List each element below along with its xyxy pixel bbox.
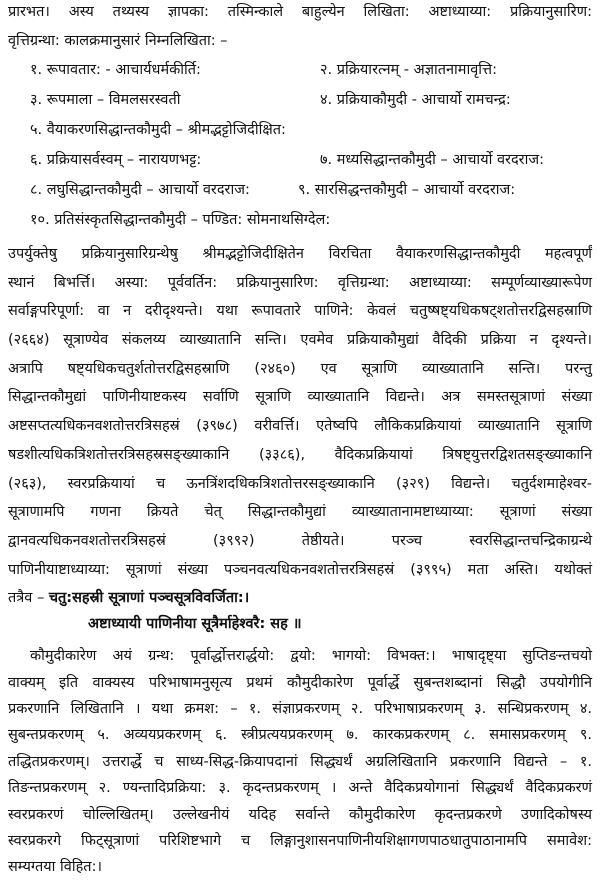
work-list [8, 58, 592, 232]
list-row [8, 58, 592, 82]
paragraph-line: प्रकरणानि लिखितानि । यथा क्रमश: – १. संज्ञाप्रकरणम् २. परिभाषाप्रकरणम् ३. सन्धिप्रकरणम् ४. [8, 701, 592, 718]
paragraph-line: स्थानं बिभर्त्ति। अस्या: पूर्ववर्तिन: प्रक्रियानुसारिण: वृत्तिग्रन्था: अष्टाध्याय्या: सम्पूर्णव्याख्यारूपेण [8, 274, 592, 291]
paragraph-line: तद्धितप्रकरणम्। उत्तरार्द्धे च साध्य-सिद्ध-क्रियापदानां सिद्ध्यर्थं अग्रलिखितानि प्रकरणानि विद्यन्ते – १. [8, 753, 592, 770]
paragraph-2 [8, 242, 592, 582]
paragraph-line: सर्वाङ्गपरिपूर्णा: वा न दरीदृश्यन्ते। यथा रूपावतारे पाणिने: केवलं चतुष्षष्ट्यधिकषट्शतोत्तरद्विसहस्राणि [8, 303, 592, 320]
list-row [8, 118, 592, 142]
list-item: ८. लघुसिद्धान्तकौमुदी – आचार्यो वरदराज: [30, 182, 250, 198]
paragraph-line: उपर्युक्तेषु प्रक्रियानुसारिग्रन्थेषु श्रीमद्भट्टोजिदीक्षितेन विरचिता वैयाकरणसिद्धान्तकौमुदी महत्वपूर्णं [8, 246, 592, 262]
paragraph-line: स्वरप्रकरणं चोल्लिखितम्। उल्लेखनीयं यदिह सर्वान्ते कौमुदीकारेण कृदन्तप्रकरणे उणादिकोषस्य [8, 806, 592, 823]
list-item: ४. प्रक्रियाकौमुदी - आचार्यो रामचन्द्र: [320, 92, 511, 108]
paragraph-line: सम्यग्तया विहित:। [8, 859, 102, 876]
paragraph-3 [8, 644, 592, 879]
list-row [8, 88, 592, 112]
paragraph-line: अष्टसप्तत्यधिकनवशतोत्तरत्रिसहस्रं (३९७८) वरीवर्त्ति। एतेष्वपि लौकिकप्रक्रियायां व्याख्यातानि सूत्राणि [8, 418, 592, 435]
paragraph-line: (२६३), स्वरप्रक्रियायां च ऊनत्रिंशदधिकत्रिशतोत्तरसङ्ख्याकानि (३२९) विद्यन्ते। चतुर्दशमाहेश्वर- [8, 475, 592, 492]
paragraph-line: सूत्राणामपि गणना क्रियते चेत् सिद्धान्तकौमुद्यां व्याख्यातानामष्टाध्याय्या: सूत्राणां संख्या [8, 504, 592, 521]
paragraph-line: सिद्धान्तकौमुद्यां पाणिनीयाष्टकस्य सर्वाणि सूत्राणि व्याख्यातानि विद्यन्ते। अत्र समस्तसूत्राणां संख्या [8, 389, 592, 406]
list-item: २. प्रक्रियारत्नम् - अज्ञातनामावृत्ति: [320, 62, 497, 78]
quote-block [8, 586, 592, 636]
quote-line-1 [8, 586, 592, 610]
list-row [8, 148, 592, 172]
quote-lead: तत्रैव – [8, 590, 45, 607]
paragraph-line: कौमुदीकारेण अयं ग्रन्थ: पूर्वार्द्धोत्तरार्द्धयो: द्वयो: भागयो: विभक्त:। भाषादृष्ट्या सुप्तिङन्तचयो [30, 648, 592, 665]
intro-line: वृत्तिग्रन्था: कालक्रमानुसारं निम्नलिखिता: – [8, 33, 228, 49]
paragraph-line: द्वानवत्यधिकनवशतोत्तरत्रिसहस्रं (३९९२) तेष्ठीयते। परञ्च स्वरसिद्धान्तचन्द्रिकाग्रन्थे [8, 532, 592, 549]
quote-line-2: अष्टाध्यायी पाणिनीया सूत्रैर्माहेश्वरै: सह ॥ [88, 616, 302, 633]
list-row [8, 208, 592, 232]
paragraph-line: वाक्यम् इति वाक्यस्य परिभाषामनुसृत्य प्रथमं कौमुदीकारेण पूर्वार्द्धे सुबन्तशब्दानां सिद्धौ उपयोगीनि [8, 674, 592, 691]
list-item: १. रूपावतार: - आचार्यधर्मकीर्ति: [30, 62, 201, 78]
paragraph-line: अत्रापि षष्ट्यधिकचतुर्शतोत्तरद्विसहस्राणि (२४६०) एव सूत्राणि व्याख्यातानि सन्ति। परन्तु [8, 360, 592, 377]
list-item: १०. प्रतिसंस्कृतसिद्धान्तकौमुदी – पण्डित: सोमनाथसिग्देल: [30, 212, 331, 228]
paragraph-line: (२६६४) सूत्राण्येव संकलय्य व्याख्यातानि सन्ति। एवमेव प्रक्रियाकौमुद्यां वैदिकी प्रक्रिया न दृश्यन्ते। [8, 332, 592, 349]
paragraph-line: सुबन्तप्रकरणम् ५. अव्ययप्रकरणम् ६. स्त्रीप्रत्ययप्रकरणम् ७. कारकप्रकरणम् ८. समासप्रकरणम् ९. [8, 727, 592, 744]
paragraph-line: पाणिनीयाष्टाध्याय्या: सूत्राणां संख्या पञ्चनवत्यधिकनवशतोत्तरत्रिसहस्रं (३९९५) मता अस्ति। यथोक्तं [8, 561, 592, 578]
list-item: ३. रूपमाला – विमलसरस्वती [30, 92, 181, 108]
intro-paragraph [8, 0, 592, 53]
paragraph-line: स्वरप्रकरगे फिट्सूत्राणां परिशिष्टभागे च लिङ्गानुशासनपाणिनीयशिक्षागणपाठधातुपाठानामपि समावेश: [8, 832, 592, 849]
paragraph-line: षडशीत्यधिकत्रिशतोत्तरत्रिसहस्रसङ्ख्याकानि (३३८६), वैदिकप्रक्रियायां त्रिषष्ट्युत्तरद्विशतसङ्ख्याकानि [8, 446, 592, 463]
list-item: ९. सारसिद्धन्तकौमुदी – आचार्यो वरदराज: [298, 182, 516, 198]
list-item: ५. वैयाकरणसिद्धान्तकौमुदी – श्रीमद्भट्टोजिदीक्षित: [30, 122, 286, 138]
list-item: ६. प्रक्रियासर्वस्वम् – नारायणभट्ट: [30, 152, 202, 168]
list-row [8, 178, 592, 202]
list-item: ७. मध्यसिद्धान्तकौमुदी – आचार्यो वरदराज: [320, 152, 544, 168]
quote-verse: चतु:सहस्री सूत्राणां पञ्चसूत्रविवर्जिता:। [48, 590, 250, 607]
paragraph-line: तिङन्तप्रकरणम् २. ण्यन्तादिप्रक्रिया: ३. कृदन्तप्रकरणम् । अन्ते वैदिकप्रयोगानां सिद्ध्यर्थं वैदिकप्रकरणं [8, 780, 592, 797]
intro-line: प्रारभत। अस्य तथ्यस्य ज्ञापका: तस्मिन्काले बाहुल्येन लिखिता: अष्टाध्याय्या: प्रक्रियानुसारिण: [8, 4, 592, 20]
